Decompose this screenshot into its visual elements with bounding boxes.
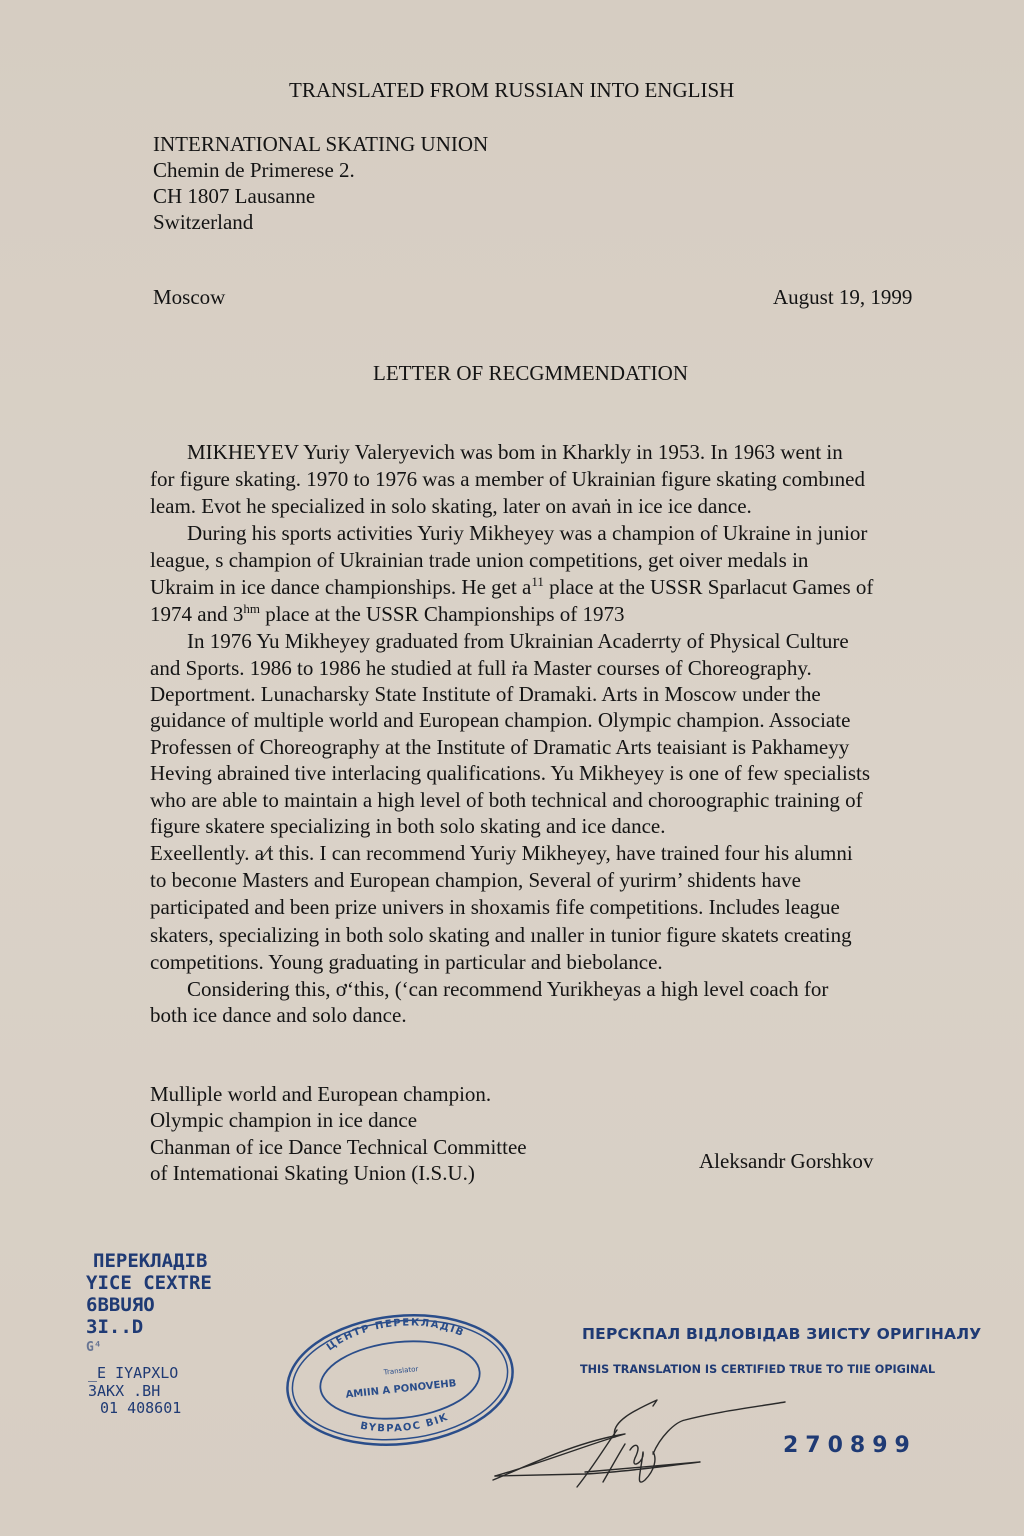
- stamp-line: 3AKX .BH: [88, 1382, 161, 1400]
- certification-ukrainian: ПЕРСКПАЛ ВІДЛОВІДАВ ЗИІСТУ ОРИГІНАЛУ: [582, 1325, 982, 1343]
- body-line: Heving abrained tive interlacing qualifications. Yu Mikheyey is one of few specialists: [150, 761, 871, 785]
- seal-inner-top: Translator: [383, 1365, 419, 1377]
- recipient-address-line-1: Chemin de Primerese 2.: [153, 158, 355, 182]
- body-line-part: Ukraim in ice dance championships. He get a: [150, 575, 532, 599]
- body-line: competitions. Young graduating in particular and biebolance.: [150, 950, 663, 974]
- body-line: for figure skating. 1970 to 1976 was a member of Ukrainian figure skating combıned: [150, 467, 865, 491]
- stamp-line: 6BBUЯO: [86, 1294, 155, 1316]
- signatory-name: Aleksandr Gorshkov: [699, 1149, 874, 1173]
- stamp-line: _E IYAPXLO: [88, 1364, 179, 1382]
- letter-date: August 19, 1999: [773, 285, 913, 309]
- recipient-address-line-2: CH 1807 Lausanne: [153, 184, 316, 208]
- seal-inner-name: AMIIN A PONOVEHB: [345, 1378, 457, 1401]
- body-line: skaters, specializing in both solo skating and ınaller in tunior figure skatets creating: [150, 923, 852, 947]
- seal-bottom-text: BYBPAOC BIK: [359, 1411, 451, 1435]
- body-line: In 1976 Yu Mikheyey graduated from Ukrainian Acaderrty of Physical Culture: [187, 629, 849, 653]
- body-line: During his sports activities Yuriy Mikheyey was a champion of Ukraine in junior: [187, 521, 868, 545]
- body-line: leam. Evot he specialized in solo skating, later on avaṅ in ice ice dance.: [150, 494, 752, 518]
- seal-outer-text: ЦЕНТР ПЕРЕКЛАДІВ: [324, 1317, 467, 1354]
- body-line: MIKHEYEV Yuriy Valeryevich was bom in Kharkly in 1953. In 1963 went in: [187, 440, 843, 464]
- seal-icon: [280, 1310, 520, 1450]
- body-line: and Sports. 1986 to 1986 he studied at full ṙa Master courses of Choreography.: [150, 656, 812, 680]
- stamp-line: ПЕРЕКЛАДІВ: [93, 1250, 208, 1272]
- signatory-title-line: Mulliple world and European champion.: [150, 1082, 492, 1106]
- superscript: hm: [243, 601, 260, 616]
- body-line: [150, 574, 873, 600]
- certification-english: THIS TRANSLATION IS CERTIFIED TRUE TO TIIE OPIGINAL: [580, 1363, 936, 1376]
- recipient-organization: INTERNATIONAL SKATING UNION: [153, 132, 489, 156]
- letter-place: Moscow: [153, 285, 226, 309]
- body-line-part: place at the USSR Sparlacut Games of: [543, 575, 874, 599]
- signatory-title-line: Chanman of ice Dance Technical Committee: [150, 1135, 527, 1159]
- stamp-number: 270899: [783, 1433, 917, 1458]
- body-line: both ice dance and solo dance.: [150, 1003, 407, 1027]
- stamp-line: 3I..D: [86, 1316, 144, 1338]
- signatory-title-line: Olympic champion in ice dance: [150, 1108, 418, 1132]
- stamp-line: YICE CEXTRE: [86, 1272, 212, 1294]
- superscript: 11: [531, 574, 544, 589]
- handwritten-signature: [485, 1392, 805, 1492]
- body-line-part: 1974 and 3: [150, 602, 244, 626]
- body-line-part: place at the USSR Championships of 1973: [259, 602, 625, 626]
- body-line: Professen of Choreography at the Institute of Dramatic Arts teaisiant is Pakhameyy: [150, 735, 850, 759]
- letter-title: LETTER OF RECGMMENDATION: [373, 361, 688, 385]
- stamp-line: 01 408601: [100, 1399, 182, 1417]
- svg-text:BYBPAOC BIK: [358, 1411, 451, 1438]
- body-line: participated and been prize univers in shoxamis fife competitions. Includes league: [150, 895, 840, 919]
- body-line: Deportment. Lunacharsky State Institute of Dramaki. Arts in Moscow under the: [150, 682, 821, 706]
- signature-icon: [485, 1392, 805, 1492]
- body-line: [150, 601, 625, 627]
- body-line: guidance of multiple world and European champion. Olympic champion. Associate: [150, 708, 851, 732]
- body-line: to beconıe Masters and European champion, Several of yurirm’ shidents have: [150, 868, 801, 892]
- translation-note: TRANSLATED FROM RUSSIAN INTO ENGLISH: [289, 78, 735, 102]
- body-line: who are able to maintain a high level of both technical and choroographic training of: [150, 788, 863, 812]
- body-line: Considering this, ơ‘this, (‘can recommend Yurikheyas a high level coach for: [187, 977, 829, 1001]
- recipient-country: Switzerland: [153, 210, 254, 234]
- stamp-line: G⁴: [86, 1340, 102, 1355]
- body-line: figure skatere specializing in both solo skating and ice dance.: [150, 814, 666, 838]
- signatory-title-line: of Intemationai Skating Union (I.S.U.): [150, 1161, 475, 1185]
- body-line: league, s champion of Ukrainian trade union competitions, get oiver medals in: [150, 548, 809, 572]
- body-line: Exeellently. a⁄t this. I can recommend Yuriy Mikheyey, have trained four his alumni: [150, 841, 853, 865]
- official-seal: [280, 1310, 520, 1450]
